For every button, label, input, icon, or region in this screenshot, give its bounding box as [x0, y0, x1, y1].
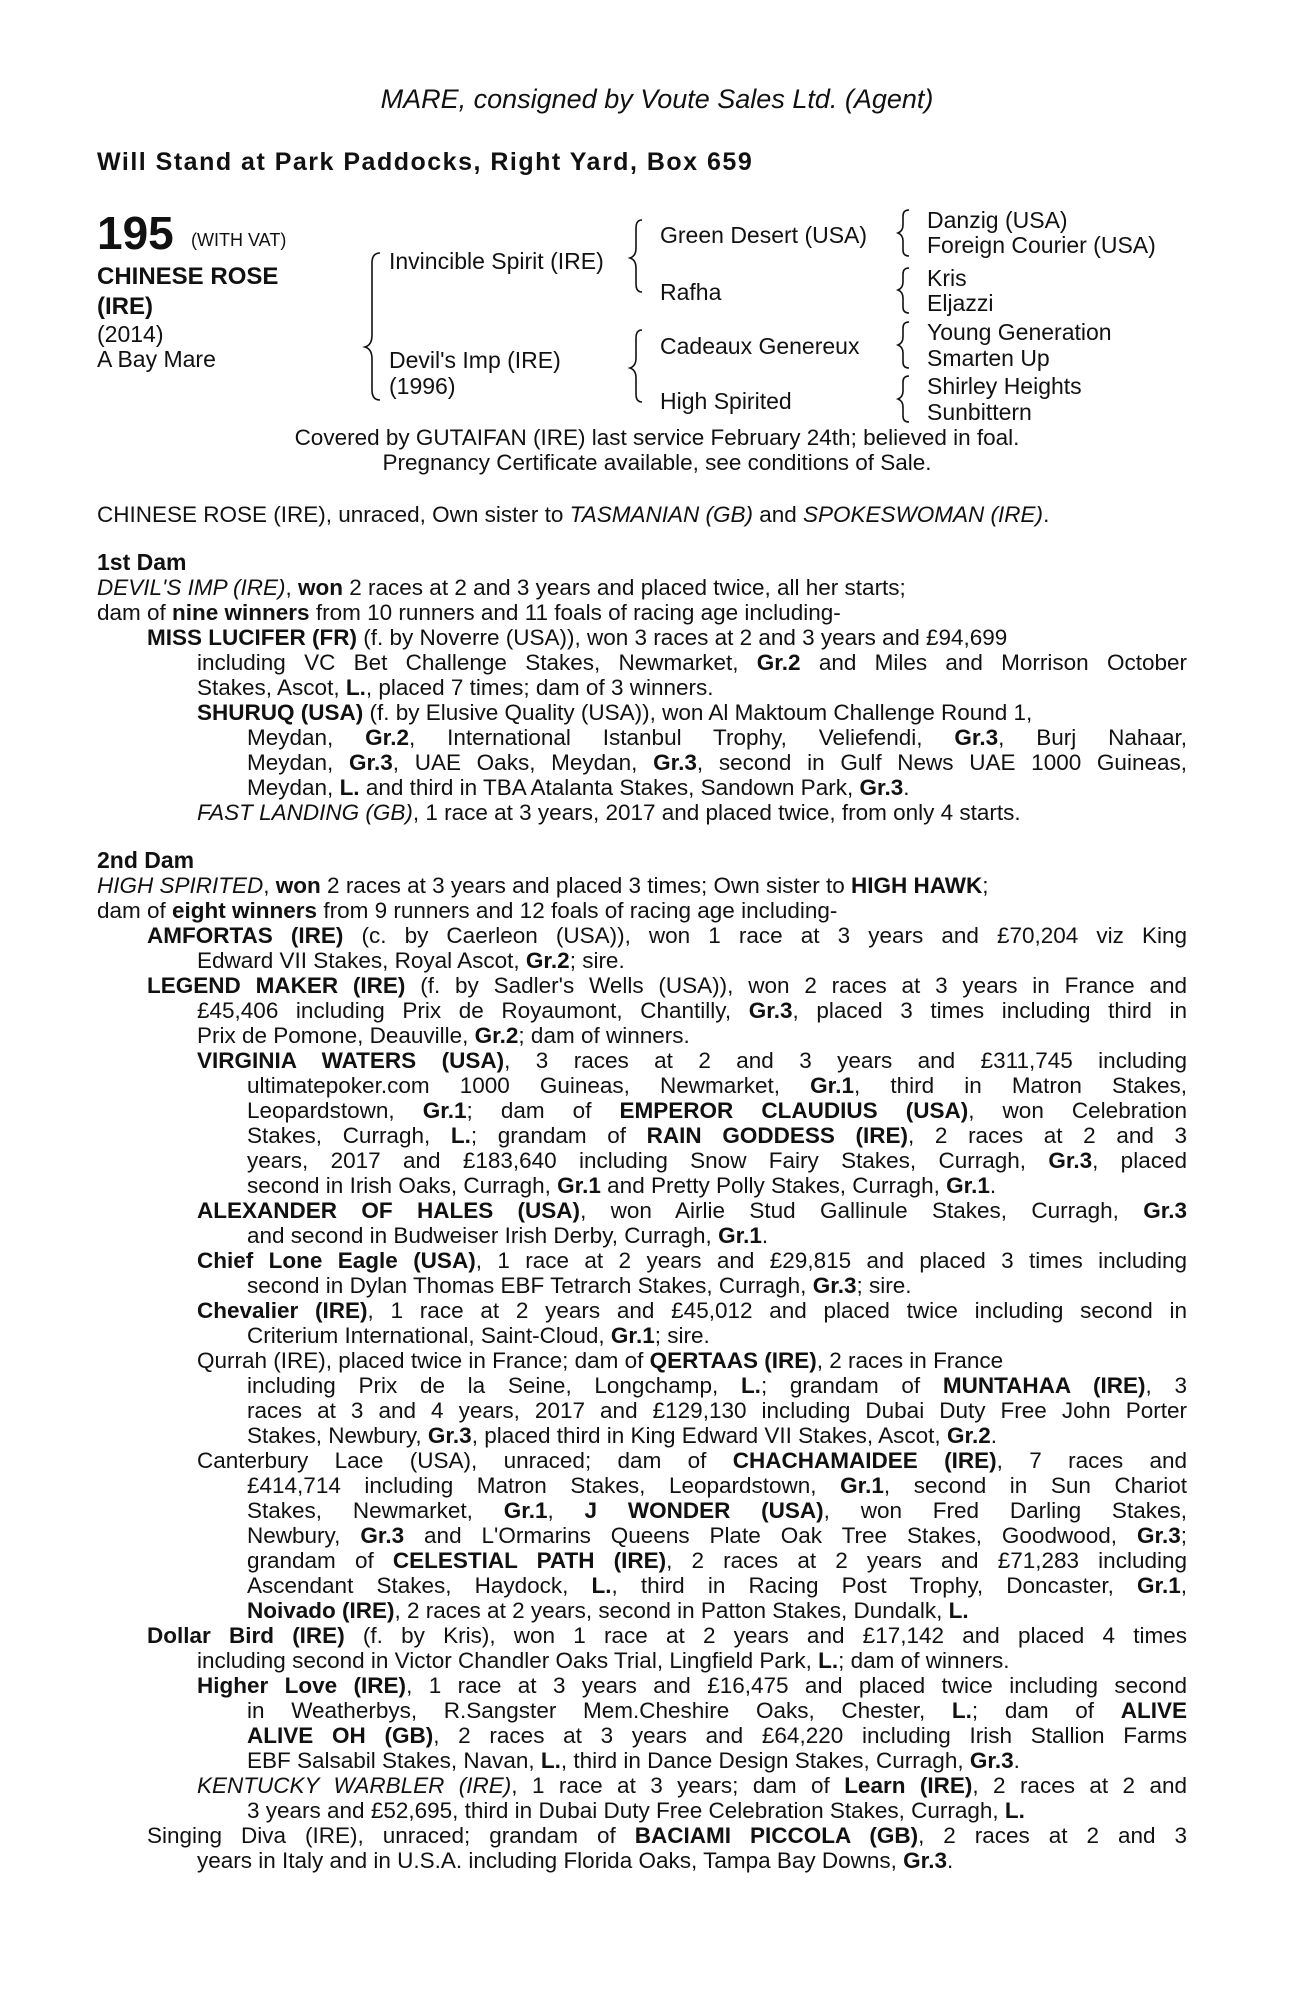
vat-label: (WITH VAT) [191, 230, 287, 250]
first-dam-produce-summary: dam of nine winners from 10 runners and 11 foals of racing age including- [97, 600, 841, 625]
first-dam-heading: 1st Dam [97, 549, 187, 575]
pedigree-g3-4: Eljazzi [927, 290, 994, 316]
covering-note: Covered by GUTAIFAN (IRE) last service February 24th; believed in foal. [294, 425, 1020, 450]
foaling-year: (2014) [97, 321, 164, 347]
pedigree-g3-3: Kris [927, 265, 967, 291]
pedigree-sire-dam: Rafha [660, 279, 722, 305]
pedigree-g3-8: Sunbittern [927, 399, 1032, 425]
pedigree-sire-sire: Green Desert (USA) [660, 222, 868, 248]
pedigree-dam-year: (1996) [389, 373, 456, 399]
pedigree-dam-dam: High Spirited [660, 388, 792, 414]
second-dam-heading: 2nd Dam [97, 847, 195, 873]
horse-description: A Bay Mare [97, 346, 216, 372]
list-item: FAST LANDING (GB), 1 race at 3 years, 2017 and placed twice, from only 4 starts. [197, 800, 1021, 825]
pedigree-g3-2: Foreign Courier (USA) [927, 232, 1156, 258]
stand-location: Will Stand at Park Paddocks, Right Yard, Box 659 [97, 148, 754, 176]
pedigree-g3-6: Smarten Up [927, 345, 1050, 371]
consignment-line: MARE, consigned by Voute Sales Ltd. (Agent) [380, 84, 934, 114]
first-dam-line: DEVIL'S IMP (IRE), won 2 races at 2 and 3 years and placed twice, all her starts; [97, 575, 906, 600]
intro-line: CHINESE ROSE (IRE), unraced, Own sister to TASMANIAN (GB) and SPOKESWOMAN (IRE). [97, 502, 1050, 527]
pedigree-g3-7: Shirley Heights [927, 373, 1082, 399]
second-dam-produce-summary: dam of eight winners from 9 runners and 12 foals of racing age including- [97, 898, 838, 923]
horse-name: CHINESE ROSE (IRE) [97, 263, 279, 320]
pedigree-braces [0, 0, 1314, 440]
pedigree-g3-5: Young Generation [927, 319, 1112, 345]
lot-number: 195 [97, 207, 174, 259]
pregnancy-note: Pregnancy Certificate available, see conditions of Sale. [382, 450, 932, 475]
pedigree-dam: Devil's Imp (IRE) [389, 347, 561, 373]
second-dam-line: HIGH SPIRITED, won 2 races at 3 years and placed 3 times; Own sister to HIGH HAWK; [97, 873, 989, 898]
pedigree-g3-1: Danzig (USA) [927, 207, 1068, 233]
pedigree-dam-sire: Cadeaux Genereux [660, 333, 860, 359]
pedigree-sire: Invincible Spirit (IRE) [389, 248, 604, 274]
